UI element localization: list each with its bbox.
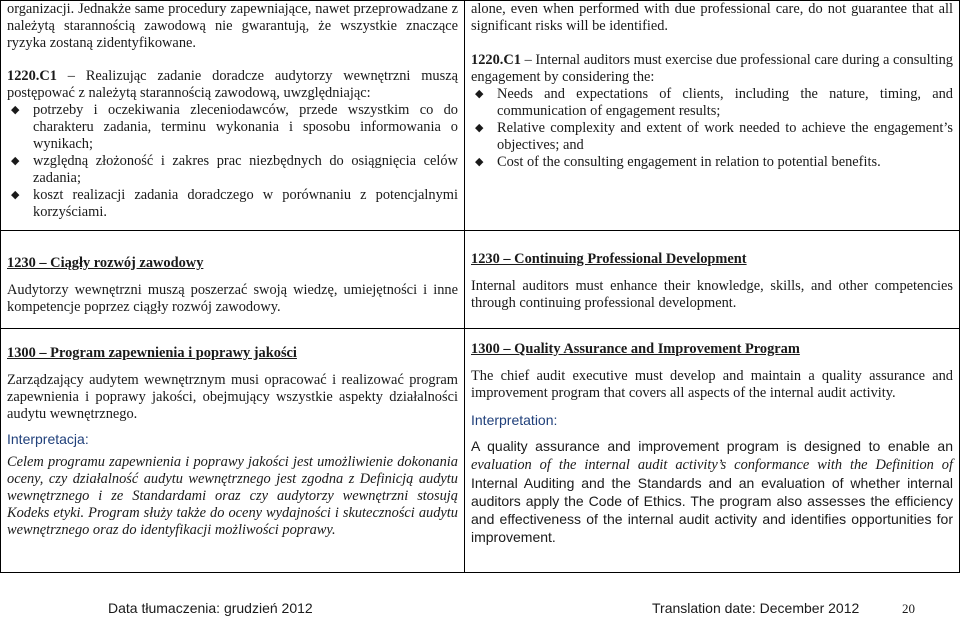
en-standard-code: 1220.C1 (471, 52, 521, 68)
list-item: ◆ Cost of the consulting engagement in relation to potential benefits. (475, 154, 881, 170)
polish-cell (1, 329, 465, 573)
pl-section-1230-title: 1230 – Ciągły rozwój zawodowy (7, 255, 204, 271)
polish-cell (1, 231, 465, 329)
en-translation-date: Translation date: December 2012 (652, 600, 860, 616)
table-row (1, 1, 960, 231)
diamond-bullet-icon: ◆ (11, 189, 20, 201)
pl-standard-1220c1 (7, 68, 458, 102)
list-item: ◆ Relative complexity and extent of work needed to achieve the engagement’s objectives; and (475, 120, 953, 153)
table-row (1, 329, 960, 573)
table-row (1, 231, 960, 329)
en-bullet-list (471, 86, 953, 171)
pl-interpretation-label: Interpretacja: (7, 431, 89, 447)
page-number: 20 (902, 601, 915, 616)
en-standard-1220c1 (471, 52, 953, 86)
pl-section-1300-title: 1300 – Program zapewnienia i poprawy jakości (7, 345, 297, 361)
en-section-1230-title: 1230 – Continuing Professional Development (471, 251, 747, 267)
en-section-1300-title: 1300 – Quality Assurance and Improvement Program (471, 341, 800, 357)
en-section-1300-text: The chief audit executive must develop and maintain a quality assurance and improvement program that covers all aspects of the internal audit activity. (471, 368, 953, 401)
diamond-bullet-icon: ◆ (475, 156, 484, 168)
list-item: ◆ potrzeby i oczekiwania zleceniodawców, przede wszystkim co do charakteru zadania, terminu wykonania i sposobu informowania o wynikach; (11, 102, 458, 152)
en-intro-text: alone, even when performed with due professional care, do not guarantee that all significant risks will be identified. (471, 1, 953, 34)
english-cell (465, 231, 960, 329)
pl-section-1300-text: Zarządzający audytem wewnętrznym musi opracować i realizować program zapewnienia i poprawy jakości, obejmujący wszystkie aspekty działalności audytu wewnętrznego. (7, 372, 458, 422)
diamond-bullet-icon: ◆ (475, 122, 484, 134)
english-cell (465, 329, 960, 573)
en-section-1230-text: Internal auditors must enhance their knowledge, skills, and other competencies through continuing professional development. (471, 278, 953, 311)
english-cell (465, 1, 960, 231)
list-item: ◆ koszt realizacji zadania doradczego w porównaniu z potencjalnymi korzyściami. (11, 187, 458, 220)
en-interpretation-label: Interpretation: (471, 412, 558, 428)
list-item: ◆ Needs and expectations of clients, including the nature, timing, and communication of engagement results; (475, 86, 953, 119)
en-standard-text: – Internal auditors must exercise due professional care during a consulting engagement by considering the: (471, 52, 953, 85)
pl-interpretation-text: Celem programu zapewnienia i poprawy jakości jest umożliwienie dokonania oceny, czy działalność audytu wewnętrznego jest zgodna z Definicją audytu wewnętrznego i ze Standardami oraz czy audytorzy wewnętrzni stosują Kodeks etyki. Program służy także do oceny wydajności i skuteczności audytu wewnętrznego oraz do identyfikacji możliwości poprawy. (7, 454, 458, 538)
pl-section-1230-text: Audytorzy wewnętrzni muszą poszerzać swoją wiedzę, umiejętności i inne kompetencje poprzez ciągły rozwój zawodowy. (7, 282, 458, 315)
diamond-bullet-icon: ◆ (11, 104, 20, 116)
en-interpretation-text: A quality assurance and improvement program is designed to enable an evaluation of the internal audit activity’s conformance with the Definition of Internal Auditing and the Standards and an evaluation of whether internal auditors apply the Code of Ethics. The program also assesses the efficiency and effectiveness of the internal audit activity and identifies opportunities for improvement. (471, 438, 953, 545)
list-item: ◆ względną złożoność i zakres prac niezbędnych do osiągnięcia celów zadania; (11, 153, 458, 186)
diamond-bullet-icon: ◆ (475, 88, 484, 100)
pl-standard-text: – Realizując zadanie doradcze audytorzy wewnętrzni muszą postępować z należytą starannością zawodową, uwzględniając: (7, 68, 458, 101)
pl-standard-code: 1220.C1 (7, 68, 57, 84)
polish-cell (1, 1, 465, 231)
pl-bullet-list (7, 102, 458, 221)
diamond-bullet-icon: ◆ (11, 155, 20, 167)
pl-intro-text: organizacji. Jednakże same procedury zapewniające, nawet przeprowadzane z należytą starannością zawodową nie gwarantują, że wszystkie znaczące ryzyka zostaną zidentyfikowane. (7, 1, 458, 51)
pl-translation-date: Data tłumaczenia: grudzień 2012 (108, 600, 313, 616)
